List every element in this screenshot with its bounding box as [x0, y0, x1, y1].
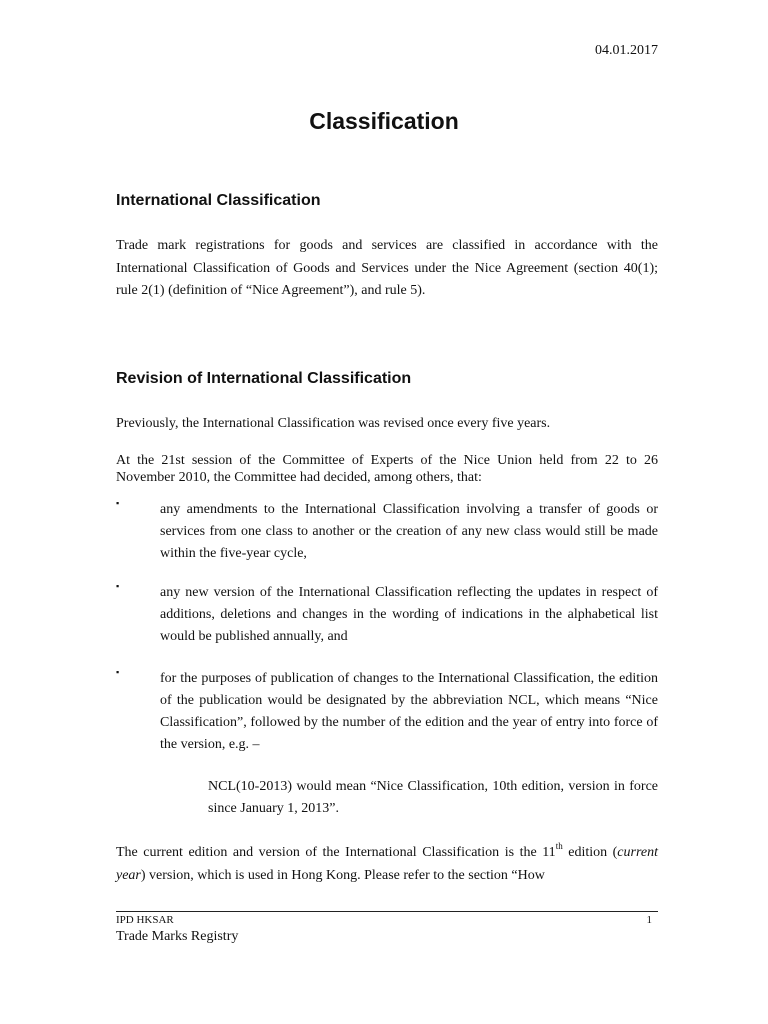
bullet-text: any amendments to the International Classification involving a transfer of goods or services from one class to another or the creation of any new class would still be made within the five-year cycle,: [160, 502, 658, 561]
superscript-th: th: [555, 841, 563, 852]
revision-paragraph-2: At the 21st session of the Committee of Experts of the Nice Union held from 22 to 26 November 2010, the Committee had decided, among others, that:: [116, 453, 658, 485]
bullet-marker-icon: ▪: [116, 498, 120, 508]
bullet-text: any new version of the International Classification reflecting the updates in respect of additions, deletions and changes in the wording of indications in the alphabetical list would be published annually, and: [160, 585, 658, 644]
ncl-example: NCL(10-2013) would mean “Nice Classification, 10th edition, version in force since January 1, 2013”.: [208, 779, 658, 816]
revision-paragraph-1: Previously, the International Classification was revised once every five years.: [116, 416, 551, 431]
section-heading-international-classification: International Classification: [116, 192, 321, 209]
bullet-item: [116, 668, 658, 756]
bullet-item: [116, 499, 658, 565]
bullet-text: for the purposes of publication of changes to the International Classification, the edition of the publication would be designated by the abbreviation NCL, which means “Nice Classification”, followed by the number of the edition and the year of entry into force of the version, e.g. –: [160, 671, 658, 752]
footer-org: IPD HKSAR: [116, 914, 174, 926]
bullet-marker-icon: ▪: [116, 581, 120, 591]
section-paragraph: Trade mark registrations for goods and services are classified in accordance with the International Classification of Goods and Services under the Nice Agreement (section 40(1); rule 2(1) (definition of “Nice Agreement”), and rule 5).: [116, 238, 658, 298]
footer-divider: [116, 911, 658, 912]
current-year-italic: current year: [116, 845, 658, 883]
bullet-marker-icon: ▪: [116, 667, 120, 677]
current-edition-paragraph: The current edition and version of the International Classification is the 11th edition (current year) version, which is used in Hong Kong. Please refer to the section “How: [116, 841, 658, 883]
page-number: 1: [646, 914, 652, 926]
footer-registry: Trade Marks Registry: [116, 929, 239, 944]
page-title: Classification: [309, 108, 459, 134]
document-date: 04.01.2017: [595, 43, 658, 58]
bullet-item: [116, 582, 658, 648]
section-heading-revision: Revision of International Classification: [116, 370, 412, 387]
